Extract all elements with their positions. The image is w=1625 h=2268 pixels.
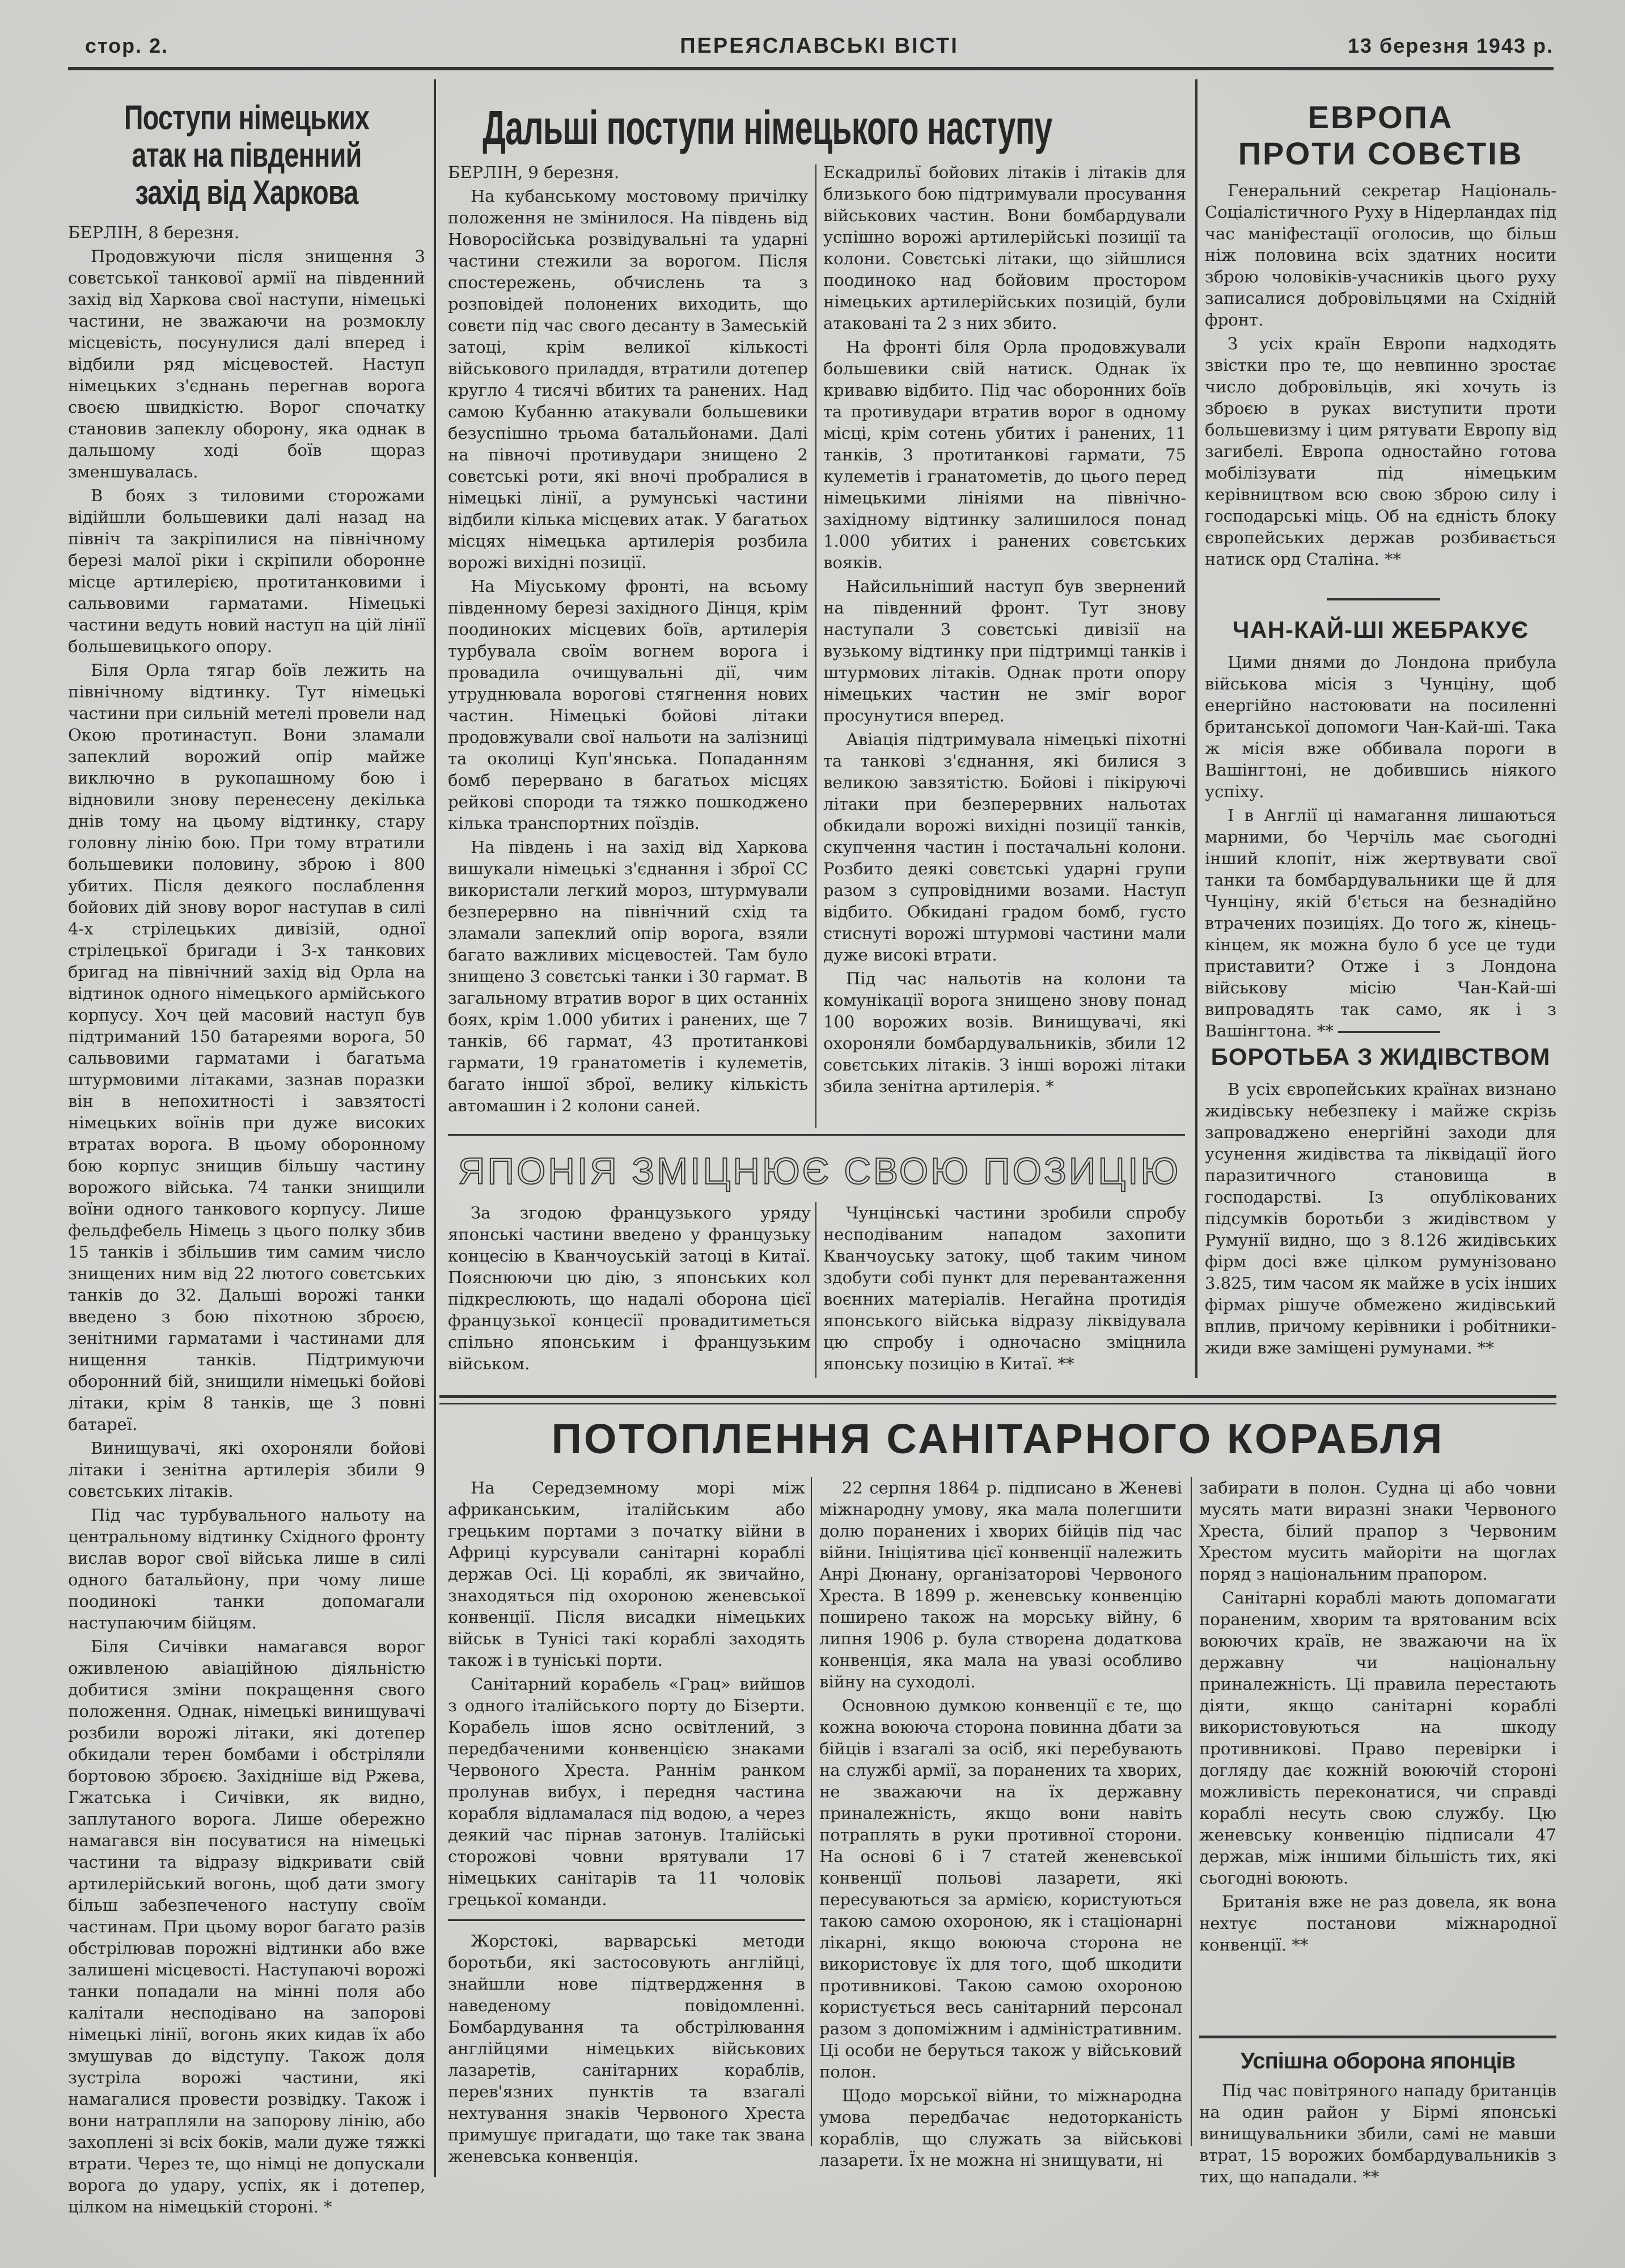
divider-ship-top-1 — [439, 1395, 1556, 1398]
divider-ship-col1 — [448, 1919, 805, 1921]
article-kharkiv-para-5: Під час турбувального нальоту на центральному відтинку Східного фронту вислав ворог свої війська лише в силі одного батальйону, при чому лише поодинокі танки допомагали наступаючим бійцям. — [68, 1505, 425, 1632]
column-rule-ship-2 — [1191, 1477, 1192, 2146]
article-offensive-right-para-5: Під час нальотів на колони та комунікації ворога знищено знову понад 100 ворожих возів. Винищувачі, які охороняли бомбардувальників, збили 12 совєтських літаків. З інші ворожі літаки збила зенітна артилерія. * — [823, 969, 1186, 1096]
article-ship-title: ПОТОПЛЕННЯ САНІТАРНОГО КОРАБЛЯ — [551, 1415, 1445, 1462]
article-offensive-right-para-1: Ескадрильї бойових літаків і літаків для близького бою підтримували просування військових частин. Вони бомбардували успішно ворожі артилерійські позиції та колони. Совєтські літаки, що зійшлися поодиноко над бойовим простором німецьких артилерійських позицій, були атаковані та 2 з них збито. — [823, 163, 1186, 333]
column-rule-left — [434, 79, 436, 2177]
article-offensive-left-para-3: На південь і на захід від Харкова вишукали німецькі з'єднання і зброї СС використали легкий мороз, штурмували безперервно на північний схід та зламали запеклий опір ворога, взяли багато важливих місцевостей. Там було знищено 3 совєтські танки і 30 гармат. В загальному втратив ворог в цих останніх боях, крім 1.000 убитих і ранених, ще 7 танків, 66 гармат, 43 протитанкові гармати, 19 гранатометів і кулеметів, багато іншої зброї, велику кількість автомашин і 2 колони саней. — [448, 837, 808, 1115]
article-japan-col-right — [823, 1202, 1186, 1389]
article-ship-col2-para-3: Щодо морської війни, то міжнародна умова передбачає недоторканість кораблів, що служать за військові лазарети. Їх не можна ні знищувати, ні — [819, 2086, 1182, 2170]
article-ship-col-3 — [1199, 1477, 1556, 2021]
article-japan-right-para: Чунцінські частини зробили спробу несподіваним нападом захопити Кванчоуську затоку, щоб таким чином здобути собі пункт для перевантаження воєнних матеріалів. Негайна протидія японського війська відразу ліквідувала цю спробу і одночасно зміцнила японську позицію в Китаї. ** — [823, 1203, 1186, 1373]
article-japan-title-block — [448, 1148, 1191, 1199]
column-rule-japan — [815, 1202, 816, 1378]
divider-ship-top-2 — [439, 1403, 1556, 1404]
article-kharkiv-para-3: Біля Орла тягар боїв лежить на північному відтинку. Тут німецькі частини при сильній метелі провели над Окою протинаступ. Вони зламали запеклий ворожий опір майже виключно в рукопашному бою і відновили знову перенесену декілька днів тому на цьому відтинку, стару головну лінію бою. При тому втратили большевики половину, зброю і 800 убитих. Після деякого послаблення бойових дій знову ворог наступав в силі 4-х стрілецьких дивізій, одної стрілецької бригади і 3-х танкових бригад на північний захід від Орла на відтинок одного німецького армійського корпусу. Хоч цей масовий наступ був підтриманий 150 батареями ворога, 50 сальвовими гарматами і багатьма штурмовими літаками, зазнав поразки він в непохитності і завзятості німецьких воїнів при дуже високих втратах ворога. В цьому оборонному бою корпус знищив більшу частину ворожого війська. 74 танки знищили воїни одного танкового корпусу. Лише фельдфебель Німець з цього полку збив 15 танків і збільшив тим самим число знищених ним від 22 лютого совєтських танків до 32. Дальші ворожі танки введено з бою піхотною зброєю, зенітними гарматами і частинами для нищення танків. Підтримуючи оборонний бій, знищили німецькі бойові літаки, крім 8 танків, ще 3 повні батареї. — [68, 661, 425, 1434]
article-ship-col1-para-1: На Середземному морі між африканським, італійським або грецьким портами з початку війни в Африці курсували санітарні кораблі держав Осі. Ці кораблі, як звичайно, знаходяться під охороною женевської конвенції. Після висадки німецьких військ в Тунісі такі кораблі заходять також і в туніські порти. — [448, 1478, 805, 1670]
column-rule-ship-1 — [811, 1477, 812, 2146]
article-chiang — [1205, 615, 1556, 1040]
article-kharkiv-dateline: БЕРЛІН, 8 березня. — [68, 223, 240, 242]
article-offensive-right-para-3: Найсильніший наступ був звернений на південний фронт. Тут знову наступали 3 совєтські дивізії на вузькому відтинку при підтримці танків і штурмових літаків. Однак проти опору німецьких частин не зміг ворог просунутися вперед. — [823, 577, 1186, 725]
article-burma — [1199, 2047, 1556, 2186]
divider-chiang-jews — [1338, 1031, 1440, 1033]
article-offensive-right-para-4: Авіація підтримувала німецькі піхотні та танкові з'єднання, які билися з великою завзятістю. Бойові і пікіруючі літаки при безперервних нальотах обкидали ворожі вихідні позиції танків, скупчення частин і постачальні колони. Розбито деякі совєтські ударні групи разом з супровідними возами. Наступ відбито. Обкидані градом бомб, густо стиснуті ворожі штурмові частини мали дуже високі втрати. — [823, 730, 1186, 964]
article-chiang-para-2: І в Англії ці намагання лишаються марними, бо Черчіль має сьогодні інший клопіт, ніж жертвувати свої танки та бомбардувальники ще й для Чунціну, якій б'ється на безнадійно втрачених позиціях. До того ж, кінець-кінцем, як можна було б усе це туди приставити? Отже і з Лондона військову місію Чан-Кай-ші випровадять так само, як і з Вашінгтона. ** — [1205, 806, 1556, 1040]
article-japan-left-para: За згодою французького уряду японські частини введено у французьку концесію в Кванчоуській затоці в Китаї. Пояснюючи цю дію, з японських кол підкреслюють, що надалі оборона цієї французької концесії провадитиметься спільно японським і французьким військом. — [448, 1203, 811, 1373]
article-offensive-col-right — [823, 162, 1186, 1137]
article-ship-col3-para-3: Британія вже не раз довела, як вона нехтує постанови міжнародної конвенції. ** — [1199, 1892, 1556, 1954]
article-kharkiv-para-1: Продовжуючи після знищення 3 совєтської танкової армії на південний захід від Харкова свої наступи, німецькі частини, не зважаючи на розмоклу місцевість, посунулися далі вперед і відбили ряд місцевостей. Наступ німецьких з'єднань перегнав ворога своєю швидкістю. Ворог спочатку становив запеклу оборону, яка однак в дальшому ході боїв щораз зменшувалась. — [68, 247, 425, 481]
article-ship-col2-para-1: 22 серпня 1864 р. підписано в Женеві міжнародну умову, яка мала полегшити долю поранених і хворих бійців під час війни. Ініціятива цієї конвенції належить Анрі Дюнану, організаторові Червоного Хреста. В 1899 р. женевську конвенцію поширено також на морську війну, 6 липня 1906 р. була створена додаткова конвенція, яка мала на увазі особливо війну на суходолі. — [819, 1478, 1182, 1691]
article-offensive-title: Дальші поступи німецького наступу — [483, 101, 1052, 154]
article-ship-title-block — [439, 1415, 1556, 1471]
divider-burma-top — [1199, 2036, 1556, 2038]
article-europe-para-1: Генеральний секретар Національ-Соціалістичного Руху в Нідерландах під час маніфестації оголосив, що більш ніж половина всіх здатних носити зброю чоловіків-учасників цього руху записалися добровільцями на Східній фронт. — [1205, 181, 1556, 329]
article-ship-col3-para-1: забирати в полон. Судна ці або човни мусять мати виразні знаки Червоного Хреста, білий прапор з Червоним Хрестом мусить майоріти на щоглах поряд з національним прапором. — [1199, 1478, 1556, 1584]
article-europe — [1205, 99, 1556, 587]
article-europe-title-line1: ЕВРОПА — [1307, 99, 1454, 135]
divider-europe-chiang — [1327, 598, 1440, 600]
article-offensive-col-left — [448, 162, 808, 1137]
article-japan-col-left — [448, 1202, 811, 1389]
article-kharkiv — [68, 99, 425, 2216]
masthead-rule — [68, 67, 1554, 70]
article-ship-col1-para-3: Жорстокі, варварські методи боротьби, які застосовують англійці, знайшли нове підтвердження в наведеному повідомленні. Бомбардування та обстрілювання англійцями німецьких військових лазаретів, санітарних кораблів, перев'язних пунктів та взагалі нехтування знаків Червоного Хреста примушує пригадати, що таке так звана женевська конвенція. — [448, 1931, 805, 2166]
article-jews — [1205, 1042, 1556, 1382]
article-offensive-title-block — [448, 102, 1185, 164]
issue-date: 13 березня 1943 р. — [1347, 34, 1554, 57]
article-ship-col-1 — [448, 1477, 805, 2166]
article-offensive-right-para-2: На фронті біля Орла продовжували большевики свій натиск. Однак їх кривавю відбито. Під час оборонних боїв та противудари втратив ворог в одному місці, крім сотень убитих і ранених, 11 танків, 3 протитанкові гармати, 75 кулеметів і гранатометів, до цього перед німецькими лініями на північно-західному відтинку залишилося понад 1.000 убитих і ранених совєтських вояків. — [823, 337, 1186, 572]
article-chiang-para-1: Цими днями до Лондона прибула військова місія з Чунціну, щоб енергійно настоювати на посиленні британської допомоги Чан-Кай-ші. Така ж місія вже оббивала пороги в Вашінгтоні, не добившись ніякого успіху. — [1205, 653, 1556, 801]
column-rule-mid-top — [815, 164, 816, 1128]
article-chiang-title: ЧАН-КАЙ-ШІ ЖЕБРАКУЄ — [1232, 616, 1529, 643]
article-europe-para-2: З усіх країн Европи надходять звістки про те, що невпинно зростає число добровільців, які хочуть із зброєю в руках виступити проти большевизму і цим рятувати Европу від загибелі. Европа одностайно готова мобілізувати під німецьким керівництвом всю свою зброю силу і господарські міць. Об на єдність блоку європейських держав розбивається натиск орд Сталіна. ** — [1205, 334, 1556, 569]
article-burma-title: Успішна оборона японців — [1240, 2049, 1516, 2074]
article-kharkiv-title: Поступи німецьких атак на південний захід від Харкова — [124, 99, 370, 211]
article-kharkiv-para-6: Біля Сичівки намагався ворог оживленою авіаційною діяльністю добитися зміни покращення свого положення. Однак, німецькі винищувачі розбили ворожі літаки, які дотепер обкидали терен бомбами і обстріляли бортовою зброєю. Західніше від Ржева, Гжатська і Сичівки, як видно, заплутаного ворога. Лише обережно намагався він посуватися на німецькі частини та відразу відкривати свій артилерійський вогонь, щоб дати змогу більш забезпеченого наступу своїм частинам. При цьому ворог багато разів обстрілював порожні відтинки або вже залишені місцевості. Наступаючі ворожі танки попадали на мінні поля або калітали несподівано на запорові німецькі лінії, вогонь яких кидав їх або змушував до відступу. Також доля зустріла ворожі частини, які намагалися провести розвідку. Також і вони натрапляли на запорову лінію, або захоплені зі всіх боків, мали дуже тяжкі втрати. Через те, що німці не допускали ворога до удару, успіх, як і дотепер, цілком на німецькій стороні. * — [68, 1637, 425, 2216]
article-ship-col-2 — [819, 1477, 1182, 2170]
article-europe-title-line2: ПРОТИ СОВЄТІВ — [1238, 136, 1524, 171]
article-burma-para: Під час повітряного нападу британців на один район у Бірмі японські винищувальники збили, самі не мавши втрат, 15 ворожих бомбардувальників з тих, що нападали. ** — [1199, 2081, 1556, 2186]
masthead — [85, 34, 1554, 68]
page-number: стор. 2. — [85, 34, 169, 57]
newspaper-title: ПЕРЕЯСЛАВСЬКІ ВІСТІ — [680, 34, 959, 58]
article-offensive-left-para-2: На Міуському фронті, на всьому південному березі західного Дінця, крім поодиноких місцевих боїв, артилерія турбувала своїм вогнем ворога і провадила очищувальні дії, чим утруднювала ворогові стягнення нових частин. Німецькі бойові літаки продовжували свої нальоти на залізниці та околиці Куп'янська. Попаданням бомб перервано в багатьох місцях рейкові спороди та тяжко пошкоджено кілька транспортних поїздів. — [448, 577, 808, 833]
article-offensive-dateline: БЕРЛІН, 9 березня. — [448, 163, 620, 182]
divider-japan-top — [448, 1134, 1185, 1136]
article-jews-title: БОРОТЬБА З ЖИДІВСТВОМ — [1211, 1043, 1551, 1070]
article-japan-title: ЯПОНІЯ ЗМІЦНЮЄ СВОЮ ПОЗИЦІЮ — [458, 1150, 1181, 1192]
article-kharkiv-para-4: Винищувачі, які охороняли бойові літаки і зенітна артилерія збили 9 совєтських літаків. — [68, 1438, 425, 1501]
article-offensive-left-para-1: На кубанському мостовому причілку положення не змінилося. На південь від Новоросійська розвідувальні та ударні частини стежили за ворогом. Після спостережень, обчислень та з розповідей полонених виходить, що совєти під час свого десанту в Замеській затоці, крім великої кількості військового приладдя, втратили дотепер кругло 4 тисячі вбитих та ранених. Над самою Кубанню атакували большевики безуспішно трьома батальйонами. Далі на півночі противудари знищено 2 совєтські роти, які вночі пробралися в німецькі лінії, а румунські частини відбили кілька місцевих атак. У багатьох місцях німецька артилерія розбила ворожі вихідні позиції. — [448, 187, 808, 572]
article-ship-col3-para-2: Санітарні кораблі мають допомагати пораненим, хворим та врятованим всіх воюючих країв, не зважаючи на їх державну чи національну приналежність. Ці правила перестають діяти, якщо санітарні кораблі використовуються на шкоду противникові. Право перевірки і догляду дає кожній воюючій стороні можливість переконатися, чи справді кораблі несуть свою службу. Цю женевську конвенцію підписали 47 держав, між іншими більшість тих, які сьогодні воюють. — [1199, 1588, 1556, 1888]
article-ship-col2-para-2: Основною думкою конвенції є те, що кожна воююча сторона повинна дбати за бійців і взагалі за осіб, які перебувають на службі армії, за поранених та хворих, не зважаючи на їх державну приналежність, якщо вони навіть потраплять в руки противної сторони. На основі 6 і 7 статей женевської конвенції польові лазарети, які пересуваються за армією, користуються такою самою охороною, як і стаціонарні лікарні, якщо воююча сторона не використовує їх для того, щоб шкодити противникові. Такою самою охороною користується весь санітарний персонал разом з допоміжним і адміністративним. Ці особи не беруться також у військовий полон. — [819, 1696, 1182, 2081]
article-ship-col1-para-2: Санітарний корабель «Грац» вийшов з одного італійського порту до Бізерти. Корабель ішов ясно освітлений, з передбаченими конвенцією знаками Червоного Хреста. Раннім ранком пролунав вибух, і передня частина корабля відламалася під водою, а через деякий час пірнав затонув. Італійські сторожові човни врятували 17 німецьких санітарів та 11 чоловік грецької команди. — [448, 1674, 805, 1909]
column-rule-right — [1195, 79, 1197, 1378]
article-jews-para-1: В усіх європейських країнах визнано жидівську небезпеку і майже скрізь запроваджено енергійні заходи для усунення жидівства та ліквідації його паразитичного становища в господарстві. Із опублікованих підсумків боротьби з жидівством у Румунії видно, що з 8.126 жидівських фірм досі вже цілком румунізовано 3.825, тим часом як майже в усіх інших фірмах рішуче обмежено жидівський вплив, причому керівники і робітники-жиди вже заміщені румунами. ** — [1205, 1080, 1556, 1357]
article-kharkiv-para-2: В боях з тиловими сторожами відійшли большевики далі назад на північ та закріпилися на північному березі малої ріки і скріпили оборонне місце артилерією, протитанковими і сальвовими гарматами. Німецькі частини ведуть новий наступ на цій лінії большевицького опору. — [68, 486, 425, 656]
